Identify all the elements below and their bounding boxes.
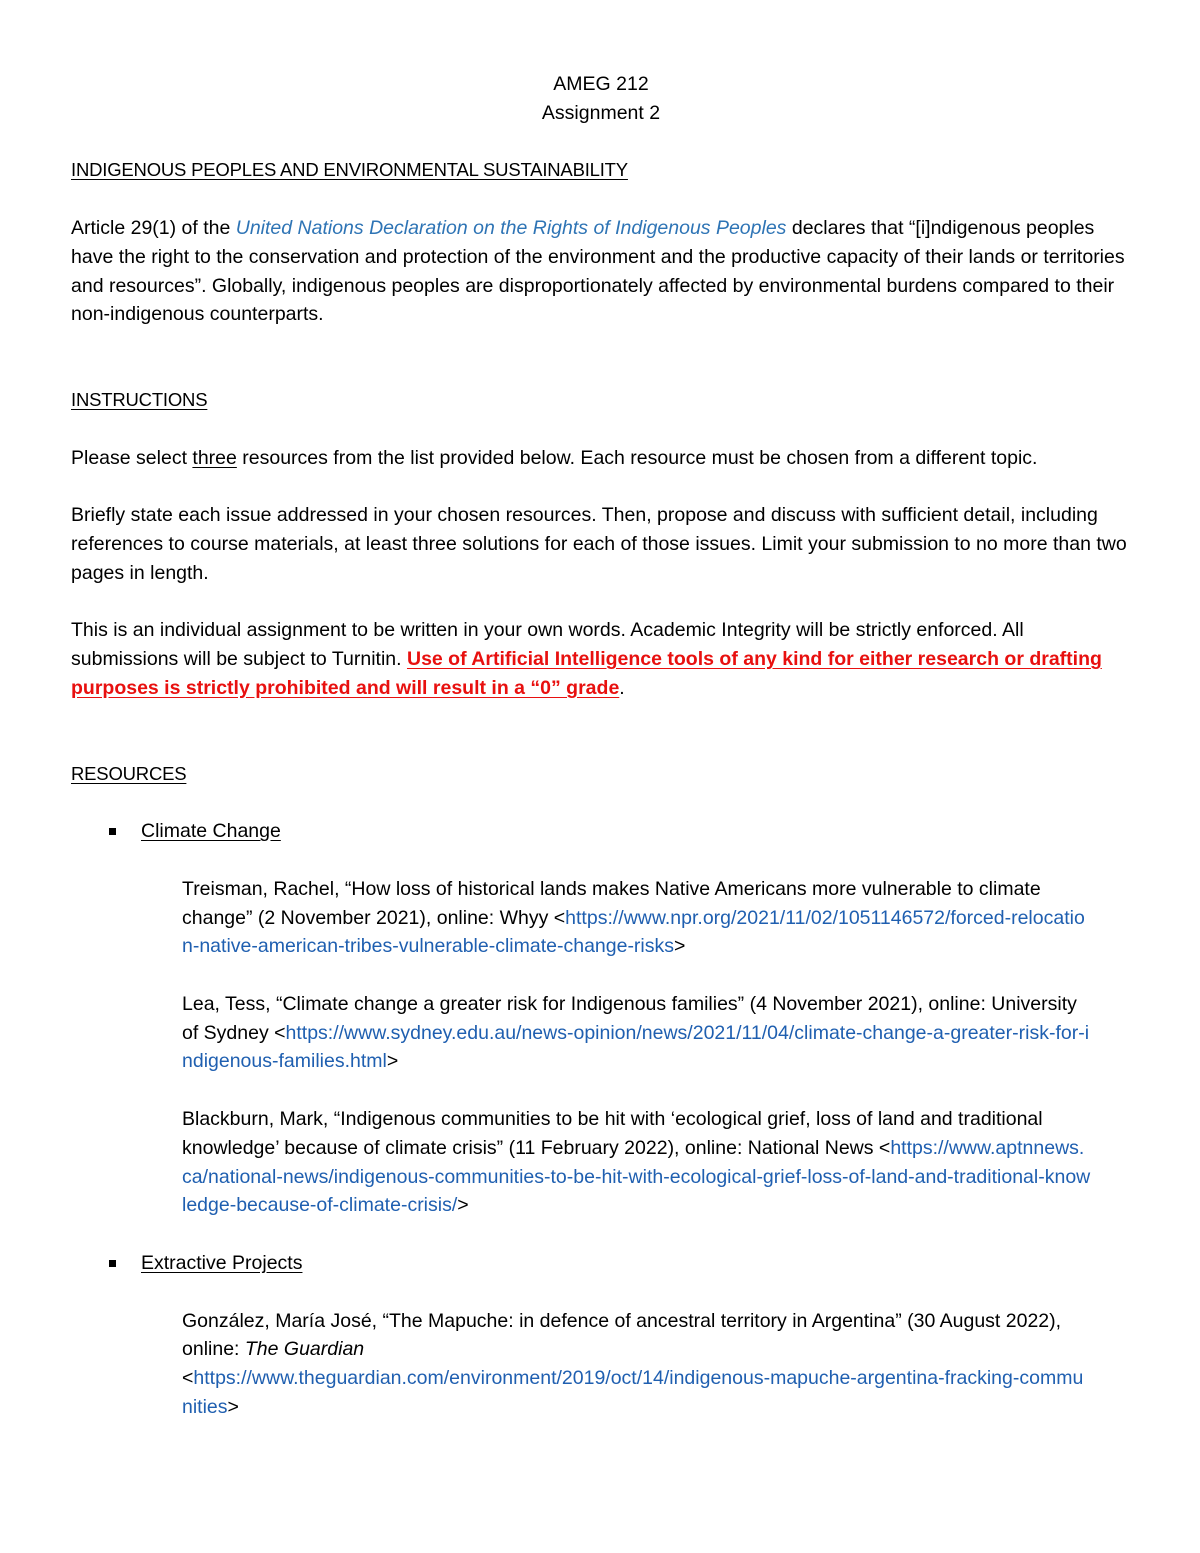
reference-link[interactable]: https://www.theguardian.com/environment/2019/oct/14/indigenous-mapuche-argentina-fracking-communities xyxy=(182,1367,1084,1418)
reference-item: Lea, Tess, “Climate change a greater risk for Indigenous families” (4 November 2021), online: University of Sydney <https://www.sydney.edu.au/news-opinion/news/2021/11/04/climate-change-a-greater-risk-for-indigenous-families.html> xyxy=(182,993,1090,1073)
instructions-heading: INSTRUCTIONS xyxy=(71,388,208,410)
resources-heading: RESOURCES xyxy=(71,762,187,784)
instructions-paragraph-1: Please select three resources from the list provided below. Each resource must be chosen from a different topic. xyxy=(71,446,1038,469)
reference-link[interactable]: https://www.npr.org/2021/11/02/1051146572/forced-relocation-native-american-tribes-vulnerable-climate-change-risks xyxy=(182,906,1085,958)
publication-name: The Guardian xyxy=(244,1338,365,1361)
reference-item: Treisman, Rachel, “How loss of historical lands makes Native Americans more vulnerable to climate change” (2 November 2021), online: Whyy <https://www.npr.org/2021/11/02/1051146572/forced-relocation-native-american-tribes-vulnerable-climate-change-risks> xyxy=(182,877,1085,958)
reference-item: Blackburn, Mark, “Indigenous communities to be hit with ‘ecological grief, loss of land and traditional knowledge’ because of climate crisis” (11 February 2022), online: National News <https://www.aptnnews.ca/national-news/indigenous-communities-to-be-hit-with-ecological-grief-loss-of-land-and-traditional-knowledge-because-of-climate-crisis/> xyxy=(182,1108,1091,1217)
topic-title: Climate Change xyxy=(141,820,281,843)
emphasis-three: three xyxy=(192,446,237,469)
reference-item: González, María José, “The Mapuche: in defence of ancestral territory in Argentina” (30 August 2022), online: The Guardian <https://www.theguardian.com/environment/2019/oct/14/indigenous-mapuche-argentina-fracking-communities> xyxy=(182,1309,1084,1418)
bullet-icon xyxy=(109,828,116,835)
document-page xyxy=(71,70,1131,1422)
ai-warning: Use of Artificial Intelligence tools of any kind for either research or drafting purposes is strictly prohibited and will result in a “0” grade xyxy=(71,648,1102,699)
section-title: INDIGENOUS PEOPLES AND ENVIRONMENTAL SUSTAINABILITY xyxy=(71,159,628,181)
reference-link[interactable]: https://www.aptnnews.ca/national-news/indigenous-communities-to-be-hit-with-ecological-grief-loss-of-land-and-traditional-knowledge-because-of-climate-crisis/ xyxy=(182,1136,1091,1217)
intro-paragraph: Article 29(1) of the United Nations Declaration on the Rights of Indigenous Peoples declares that “[i]ndigenous peoples have the right to the conservation and protection of the environment and the productive capacity of their lands or territories and resources”. Globally, indigenous peoples are disproportionately affected by environmental burdens compared to their non-indigenous counterparts. xyxy=(71,217,1125,326)
topic-extractive-projects xyxy=(71,1249,1131,1278)
declaration-title: United Nations Declaration on the Rights of Indigenous Peoples xyxy=(235,217,787,240)
topic-title: Extractive Projects xyxy=(141,1251,303,1274)
topic-climate-change xyxy=(71,817,1131,846)
course-code: AMEG 212 xyxy=(553,73,649,95)
reference-link[interactable]: https://www.sydney.edu.au/news-opinion/news/2021/11/04/climate-change-a-greater-risk-for-indigenous-families.html xyxy=(182,1021,1090,1073)
instructions-paragraph-2: Briefly state each issue addressed in your chosen resources. Then, propose and discuss with sufficient detail, including references to course materials, at least three solutions for each of those issues. Limit your submission to no more than two pages in length. xyxy=(71,504,1127,584)
instructions-paragraph-3: This is an individual assignment to be written in your own words. Academic Integrity will be strictly enforced. All submissions will be subject to Turnitin. Use of Artificial Intelligence tools of any kind for either research or drafting purposes is strictly prohibited and will result in a “0” grade. xyxy=(71,619,1102,699)
bullet-icon xyxy=(109,1260,116,1267)
assignment-title: Assignment 2 xyxy=(541,101,661,124)
